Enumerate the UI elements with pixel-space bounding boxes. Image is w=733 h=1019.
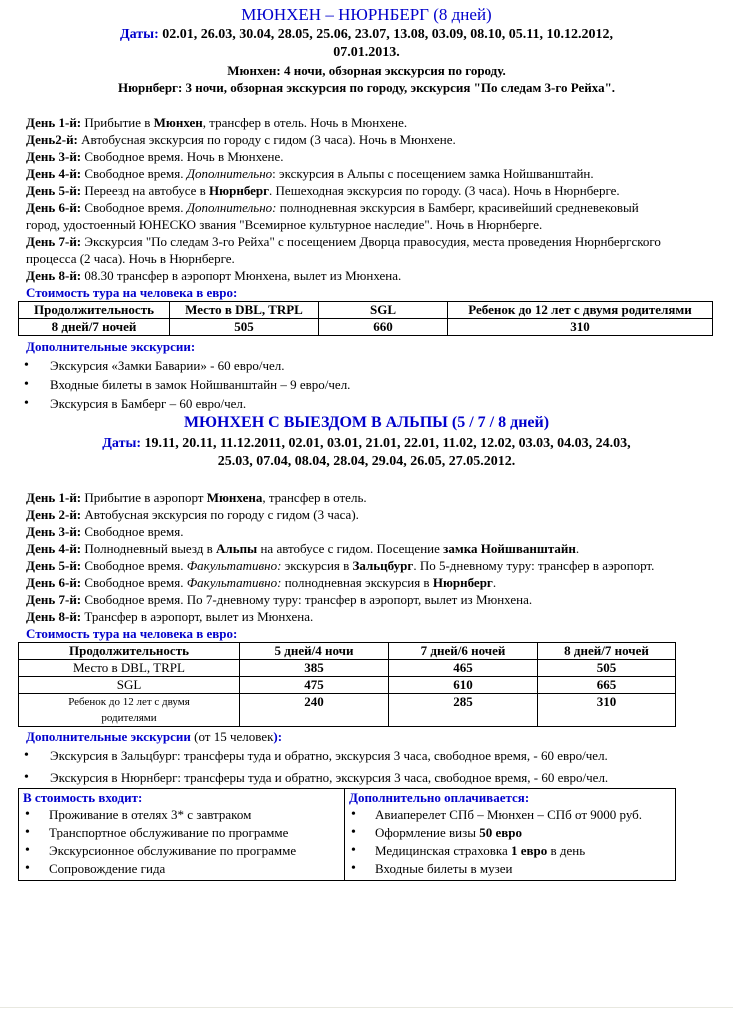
- text-fragment: Прибытие в аэропорт: [81, 490, 207, 505]
- list-item: • Экскурсионное обслуживание по программе: [49, 842, 340, 860]
- tour2-price-heading: Стоимость тура на человека в евро:: [26, 626, 238, 641]
- day-label: День 7-й:: [26, 234, 82, 249]
- itinerary-day: [26, 506, 673, 523]
- tour2-price-table: [18, 642, 676, 727]
- table-cell: 385: [240, 660, 389, 677]
- day-label: День 5-й:: [26, 558, 82, 573]
- table-row: [19, 694, 676, 727]
- table-cell: Место в DBL, TRPL: [19, 660, 240, 677]
- itinerary-day: [26, 540, 673, 557]
- text-fragment: , трансфер в отель. Ночь в Мюнхене.: [202, 115, 408, 130]
- day-label: День 2-й:: [26, 507, 82, 522]
- bottom-divider: [0, 1007, 733, 1008]
- tour1-dates: [0, 26, 733, 62]
- text-fragment: Свободное время.: [81, 166, 187, 181]
- day-label: День 6-й:: [26, 575, 82, 590]
- tour1-price-heading: Стоимость тура на человека в евро:: [26, 285, 238, 300]
- day-label: День 7-й:: [26, 592, 82, 607]
- day-label: День 6-й:: [26, 200, 82, 215]
- table-header-cell: 5 дней/4 ночи: [240, 643, 389, 660]
- text-fragment: полнодневная экскурсия в Бамберг, красивейший средневековый город, удостоенный ЮНЕСКО звания "Всемирное культурное наследие". Ночь в Нюрнберге.: [26, 200, 639, 232]
- list-item: [375, 806, 651, 824]
- bold-text: замка Нойшванштайн: [443, 541, 576, 556]
- tour2-extras-list: [0, 747, 733, 787]
- itinerary-day: [26, 574, 673, 591]
- text-fragment: Автобусная экскурсия по городу с гидом (3 часа). Ночь в Мюнхене.: [77, 132, 456, 147]
- text-fragment: Полнодневный выезд в: [81, 541, 217, 556]
- included-and-extra-table: [18, 788, 676, 881]
- tour1-dates-line2: 07.01.2013.: [333, 45, 400, 60]
- itinerary-day: [26, 557, 673, 574]
- italic-text: Дополнительно: [186, 166, 273, 181]
- list-item: • Входные билеты в замок Нойшванштайн – 9 евро/чел.: [50, 375, 733, 394]
- tour2-dates-label: Даты:: [102, 436, 142, 451]
- text-fragment: : экскурсия в Альпы с посещением замка Нойшванштайн.: [272, 166, 594, 181]
- text-fragment: 08.30 трансфер в аэропорт Мюнхена, вылет из Мюнхена.: [81, 268, 402, 283]
- text-fragment: Оформление визы: [375, 825, 480, 840]
- italic-text: Дополнительно:: [186, 200, 277, 215]
- itinerary-day: [26, 182, 673, 199]
- included-heading: В стоимость входит:: [23, 790, 143, 805]
- day-label: День 1-й:: [26, 115, 82, 130]
- table-header-cell: Место в DBL, TRPL: [170, 302, 319, 319]
- day-label: День2-й:: [26, 132, 78, 147]
- tour1-itinerary: [0, 114, 733, 284]
- day-label: День 8-й:: [26, 609, 82, 624]
- day-label: День 1-й:: [26, 490, 82, 505]
- text-fragment: на автобусе с гидом. Посещение: [257, 541, 444, 556]
- tour2-itinerary: [0, 489, 733, 625]
- day-label: День 8-й:: [26, 268, 82, 283]
- italic-text: Факультативно:: [186, 558, 282, 573]
- text-fragment: Медицинская страховка: [375, 843, 511, 858]
- itinerary-day: [26, 489, 673, 506]
- table-row: [19, 660, 676, 677]
- itinerary-day: [26, 523, 673, 540]
- tour1-extras-heading: Дополнительные экскурсии:: [26, 339, 196, 354]
- tour2-section: [0, 413, 733, 787]
- table-row: [19, 319, 713, 336]
- tour1-price-table: [18, 301, 713, 336]
- tour2-extras-heading-close: ):: [273, 729, 283, 744]
- itinerary-day: [26, 233, 673, 267]
- extra-paid-heading: Дополнительно оплачивается:: [349, 790, 530, 805]
- tour1-note-munich: Мюнхен: 4 ночи, обзорная экскурсия по городу.: [227, 63, 506, 78]
- day-label: День 3-й:: [26, 524, 82, 539]
- included-list: [23, 806, 340, 878]
- text-fragment: Свободное время. По 7-дневному туру: трансфер в аэропорт, вылет из Мюнхена.: [81, 592, 533, 607]
- list-item: [375, 824, 651, 842]
- extra-paid-cell: [345, 789, 676, 881]
- itinerary-day: [26, 199, 673, 233]
- text-fragment: . Пешеходная экскурсия по городу. (3 часа). Ночь в Нюрнберге.: [269, 183, 620, 198]
- list-item: • Экскурсия «Замки Баварии» - 60 евро/чел.: [50, 356, 733, 375]
- text-fragment: .: [492, 575, 497, 590]
- table-cell: 310: [538, 694, 676, 727]
- table-row: [19, 789, 676, 881]
- table-header-row: [19, 302, 713, 319]
- itinerary-day: [26, 131, 673, 148]
- italic-text: Факультативно:: [186, 575, 282, 590]
- bold-text: Нюрнберг: [432, 575, 493, 590]
- list-item: • Экскурсия в Зальцбург: трансферы туда и обратно, экскурсия 3 часа, свободное время, - 60 евро/чел.: [50, 747, 653, 765]
- text-fragment: Свободное время.: [81, 524, 184, 539]
- text-fragment: полнодневная экскурсия в: [281, 575, 433, 590]
- tour1-dates-label: Даты:: [120, 27, 159, 42]
- itinerary-day: [26, 267, 673, 284]
- day-label: День 4-й:: [26, 166, 82, 181]
- bold-text: 1 евро: [510, 843, 548, 858]
- table-header-cell: Продолжительность: [19, 302, 170, 319]
- table-header-cell: Ребенок до 12 лет с двумя родителями: [448, 302, 713, 319]
- bold-text: Нюрнберг: [209, 183, 270, 198]
- text-fragment: Свободное время. Ночь в Мюнхене.: [81, 149, 284, 164]
- bold-text: Зальцбург: [352, 558, 414, 573]
- bold-text: 50 евро: [479, 825, 523, 840]
- included-cell: [19, 789, 345, 881]
- table-cell: 285: [389, 694, 538, 727]
- table-cell: SGL: [19, 677, 240, 694]
- tour2-dates-line2: 25.03, 07.04, 08.04, 28.04, 29.04, 26.05, 27.05.2012.: [217, 454, 516, 469]
- day-label: День 5-й:: [26, 183, 82, 198]
- text-fragment: . По 5-дневному туру: трансфер в аэропорт.: [413, 558, 655, 573]
- table-cell: Ребенок до 12 лет с двумя родителями: [19, 694, 240, 727]
- table-cell: 610: [389, 677, 538, 694]
- text-fragment: .: [575, 541, 580, 556]
- table-cell: 465: [389, 660, 538, 677]
- extra-paid-list: [349, 806, 671, 878]
- itinerary-day: [26, 114, 673, 131]
- tour2-extras-heading-open: (: [190, 729, 199, 744]
- text-fragment: экскурсия в: [281, 558, 353, 573]
- text-fragment: Переезд на автобусе в: [81, 183, 210, 198]
- table-header-cell: 7 дней/6 ночей: [389, 643, 538, 660]
- table-cell: 8 дней/7 ночей: [19, 319, 170, 336]
- tour2-dates: [0, 435, 733, 471]
- text-fragment: Экскурсия "По следам 3-го Рейха" с посещением Дворца правосудия, места проведения Нюрнбергского процесса (2 часа). Ночь в Нюрнберге.: [26, 234, 661, 266]
- list-item: • Экскурсия в Нюрнберг: трансферы туда и обратно, экскурсия 3 часа, свободное время, - 60 евро/чел.: [50, 769, 653, 787]
- itinerary-day: [26, 591, 673, 608]
- text-fragment: Прибытие в: [81, 115, 154, 130]
- list-item: • Сопровождение гида: [49, 860, 340, 878]
- text-fragment: Авиаперелет СПб – Мюнхен – СПб от 9000 руб.: [375, 807, 643, 822]
- tour1-section: [0, 0, 733, 413]
- tour1-title: МЮНХЕН – НЮРНБЕРГ (8 дней): [241, 5, 492, 24]
- table-cell: 505: [538, 660, 676, 677]
- table-header-cell: 8 дней/7 ночей: [538, 643, 676, 660]
- text-fragment: в день: [547, 843, 586, 858]
- bold-text: Мюнхен: [153, 115, 203, 130]
- table-cell: 310: [448, 319, 713, 336]
- text-fragment: Свободное время.: [81, 200, 187, 215]
- table-cell: 240: [240, 694, 389, 727]
- itinerary-day: [26, 608, 673, 625]
- text-fragment: Автобусная экскурсия по городу с гидом (3 часа).: [81, 507, 359, 522]
- tour1-note-nuremberg: Нюрнберг: 3 ночи, обзорная экскурсия по городу, экскурсия "По следам 3-го Рейха".: [117, 80, 616, 95]
- day-label: День 4-й:: [26, 541, 82, 556]
- tour2-title: МЮНХЕН С ВЫЕЗДОМ В АЛЬПЫ (5 / 7 / 8 дней): [183, 414, 550, 431]
- table-cell: 660: [319, 319, 448, 336]
- text-fragment: Трансфер в аэропорт, вылет из Мюнхена.: [81, 609, 314, 624]
- text-fragment: Свободное время.: [81, 558, 187, 573]
- tour1-extras-list: [0, 356, 733, 413]
- list-item: • Экскурсия в Бамберг – 60 евро/чел.: [50, 394, 733, 413]
- list-item: [375, 842, 651, 860]
- tour2-extras-heading: [0, 729, 733, 745]
- itinerary-day: [26, 165, 673, 182]
- text-fragment: , трансфер в отель.: [262, 490, 367, 505]
- tour2-dates-line1: 19.11, 20.11, 11.12.2011, 02.01, 03.01, 21.01, 22.01, 11.02, 12.02, 03.03, 04.03, 24.03,: [141, 436, 631, 451]
- day-label: День 3-й:: [26, 149, 82, 164]
- table-header-cell: Продолжительность: [19, 643, 240, 660]
- list-item: [375, 860, 651, 878]
- itinerary-day: [26, 148, 673, 165]
- tour2-extras-heading-label: Дополнительные экскурсии: [26, 729, 191, 744]
- table-cell: 505: [170, 319, 319, 336]
- text-fragment: Входные билеты в музеи: [375, 861, 513, 876]
- tour1-dates-line1: 02.01, 26.03, 30.04, 28.05, 25.06, 23.07, 13.08, 03.09, 08.10, 05.11, 10.12.2012,: [158, 27, 613, 42]
- bold-text: Альпы: [216, 541, 258, 556]
- table-cell: 665: [538, 677, 676, 694]
- list-item: • Транспортное обслуживание по программе: [49, 824, 340, 842]
- bold-text: Мюнхена: [206, 490, 263, 505]
- table-cell: 475: [240, 677, 389, 694]
- list-item: • Проживание в отелях 3* с завтраком: [49, 806, 340, 824]
- tour2-extras-heading-note: от 15 человек: [198, 729, 274, 744]
- table-row: [19, 677, 676, 694]
- text-fragment: Свободное время.: [81, 575, 187, 590]
- table-header-cell: SGL: [319, 302, 448, 319]
- table-header-row: [19, 643, 676, 660]
